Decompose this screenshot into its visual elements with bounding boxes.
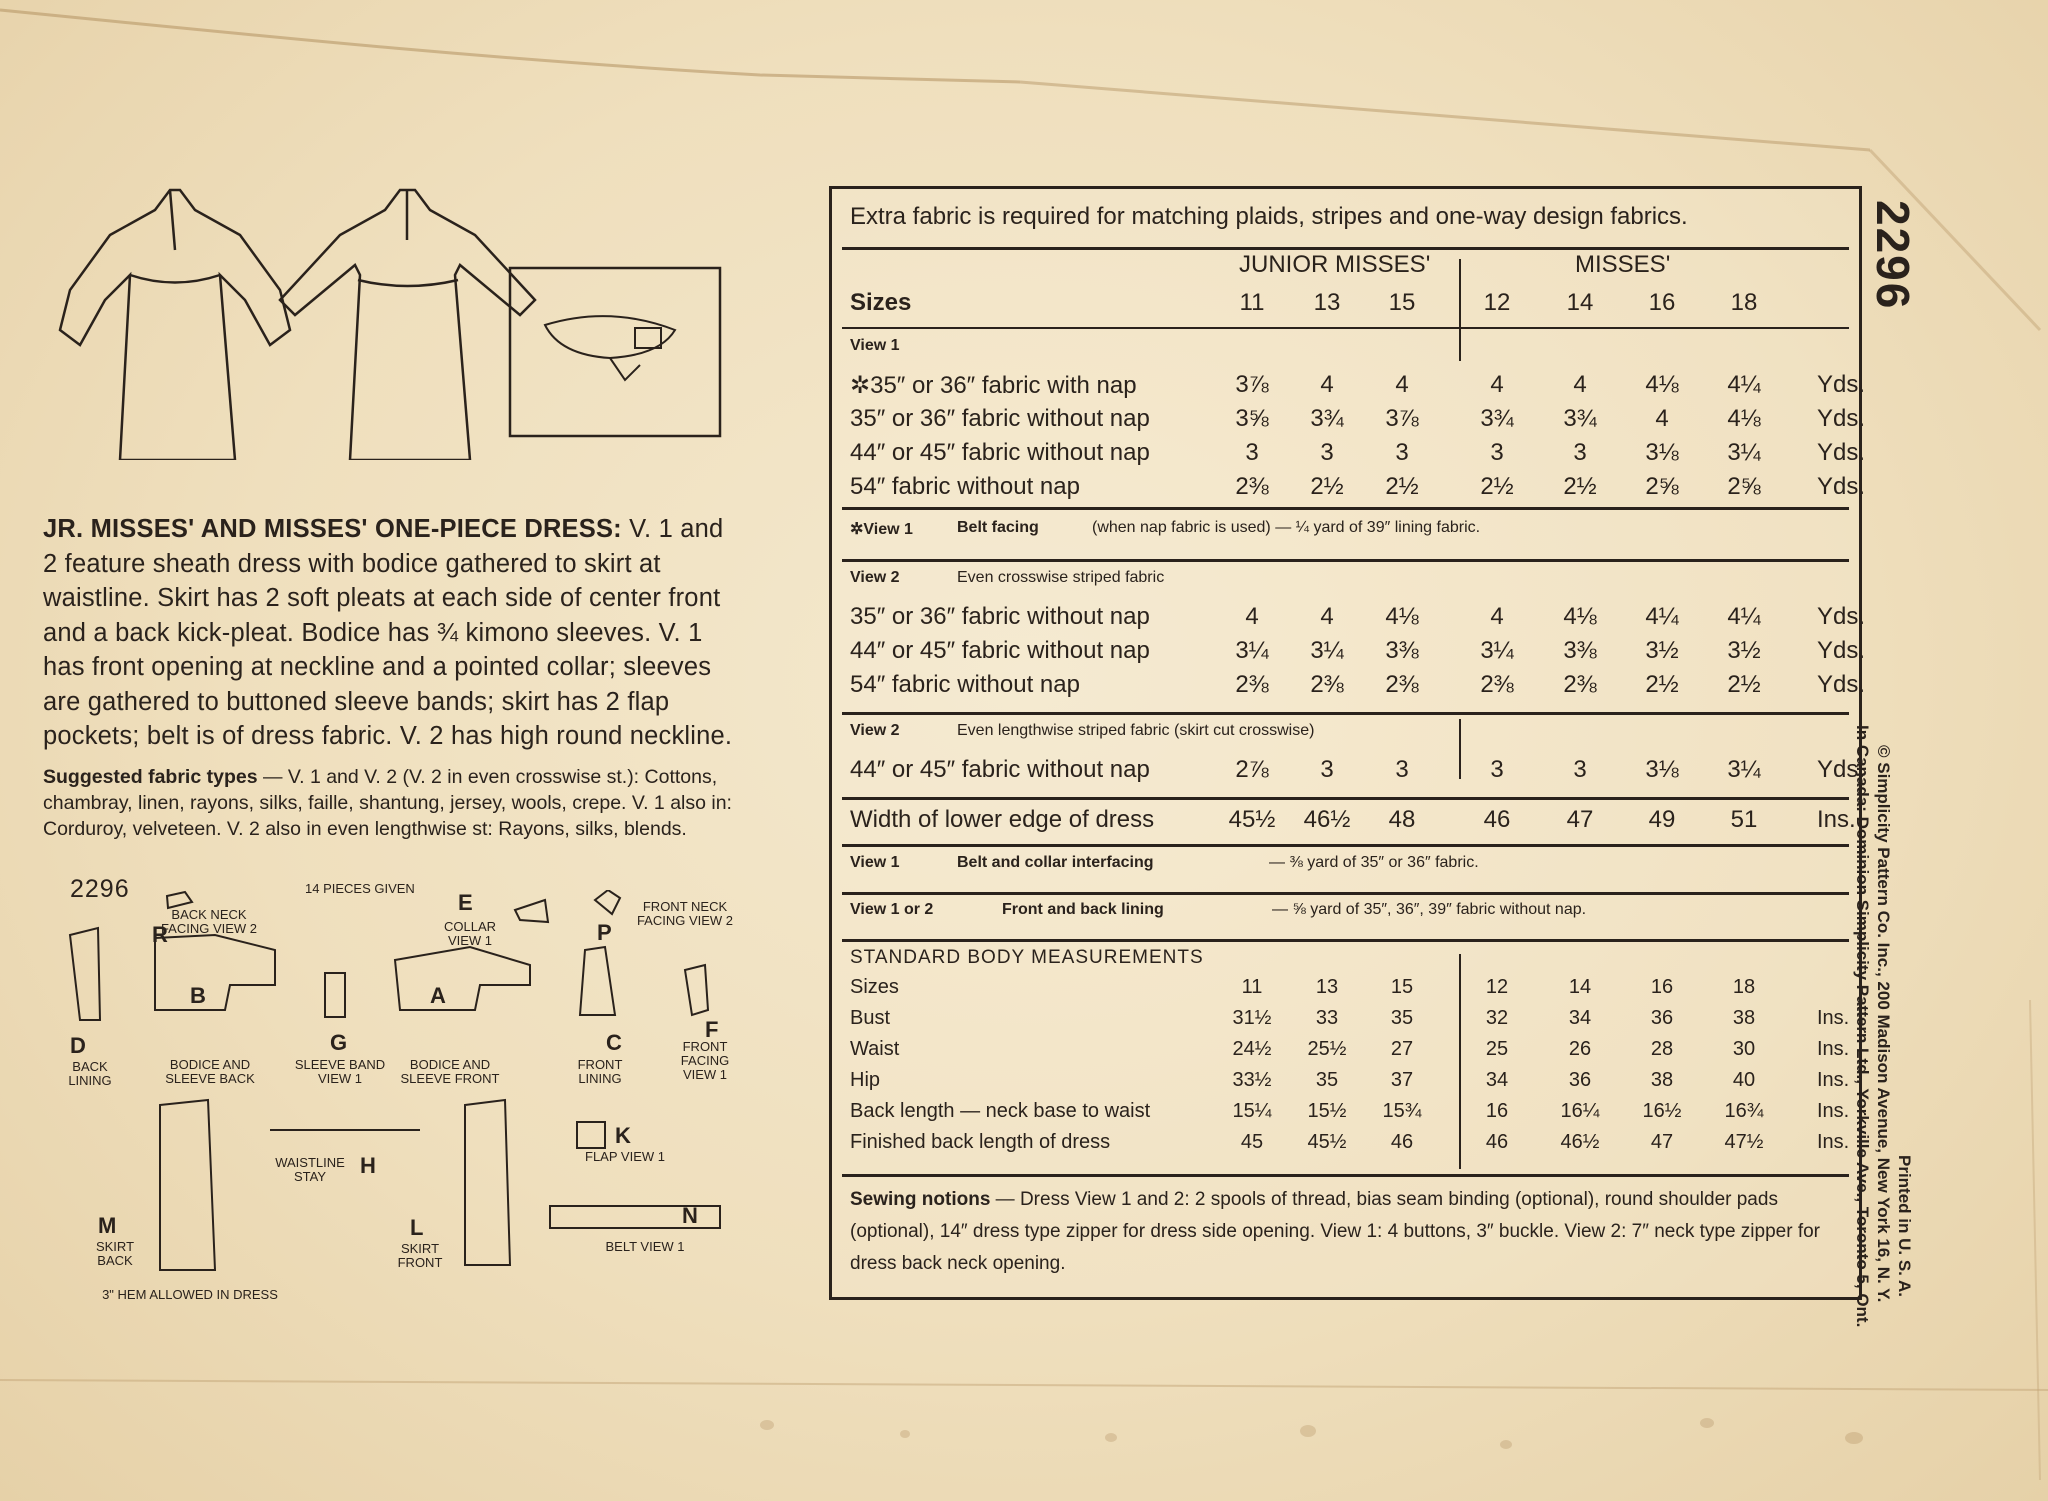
row-label: 44″ or 45″ fabric without nap [850,637,1150,664]
value-cell: 38 [1732,1007,1756,1029]
row-label: 54″ fabric without nap [850,473,1080,500]
rule [842,939,1849,942]
value-cell: 4⅛ [1563,603,1597,630]
stain [1845,1432,1863,1444]
unit-cell: Yds. [1817,371,1866,398]
value-cell: 46 [1483,806,1511,833]
rule [842,1174,1849,1177]
value-cell: 2⅝ [1645,473,1679,500]
value-cell: 14 [1568,976,1592,998]
value-cell: 46½ [1560,1131,1600,1153]
value-cell: 27 [1390,1038,1414,1060]
value-cell: 26 [1568,1038,1592,1060]
piece-letter-g: G [330,1030,348,1055]
value-cell: 2½ [1310,473,1344,500]
size-header: 13 [1313,289,1341,316]
value-cell: 4 [1245,603,1259,630]
piece-letter-a: A [430,983,446,1008]
value-cell: 47 [1566,806,1594,833]
value-cell: 2½ [1645,671,1679,698]
side-pattern-number: 2296 [1867,200,1919,311]
rule [842,247,1849,250]
description-text: V. 1 and 2 feature sheath dress with bodice gathered to skirt at waistline. Skirt has 2 soft pleats at each side of center front and a back kick-pleat. Bodice has ¾ kimono sleeves. V. 1 has front opening at neckline and a pointed collar; sleeves are gathered to buttoned sleeve bands; skirt has 2 flap pockets; belt is of dress fabric. V. 2 has high round neckline. [43,515,733,750]
value-cell: 4⅛ [1645,371,1679,398]
value-cell: 4 [1655,405,1669,432]
row-label: 44″ or 45″ fabric without nap [850,439,1150,466]
copyright-credit: © Simplicity Pattern Co. Inc., 200 Madison Avenue, New York 16, N. Y. [1874,745,1893,1303]
belt-facing-label: ✲View 1 [850,521,913,538]
row-label: ✲35″ or 36″ fabric with nap [850,372,1137,399]
rule [842,327,1849,329]
value-cell: 3¼ [1480,637,1514,664]
value-cell: 48 [1388,806,1416,833]
value-cell: 15¾ [1382,1100,1422,1122]
unit-cell: Ins. [1817,806,1856,833]
stain [900,1430,910,1438]
value-cell: 3¾ [1310,405,1344,432]
belt-facing-bold: Belt facing [957,519,1039,536]
value-cell: 31½ [1232,1007,1272,1029]
interfacing-text: — ⅜ yard of 35″ or 36″ fabric. [1269,854,1479,871]
value-cell: 16½ [1642,1100,1682,1122]
value-cell: 3 [1573,439,1587,466]
value-cell: 2⅝ [1727,473,1761,500]
value-cell: 16¼ [1560,1100,1600,1122]
value-cell: 3 [1320,756,1334,783]
sewing-notions-text: — Dress View 1 and 2: 2 spools of thread, bias seam binding (optional), round shoulder pads (optional), 14″ dress type zipper for dress side opening. View 1: 4 buttons, 3″ buckle. View 2: 7″ neck type zipper for dress back neck opening. [850,1189,1821,1274]
value-cell: 2⅜ [1235,473,1269,500]
value-cell: 46 [1390,1131,1414,1153]
value-cell: 2½ [1385,473,1419,500]
value-cell: 3 [1245,439,1259,466]
value-cell: 16¾ [1724,1100,1764,1122]
value-cell: 2⅜ [1385,671,1419,698]
dress-view-1-back [60,190,290,460]
value-cell: 4¼ [1727,603,1761,630]
piece-letter-m: M [98,1213,117,1238]
piece-label-f: FRONT FACING VIEW 1 [680,1039,730,1082]
piece-letter-h: H [360,1153,376,1178]
chart-note: Extra fabric is required for matching plaids, stripes and one-way design fabrics. [850,203,1688,230]
value-cell: 3¼ [1727,756,1761,783]
fabric-types [43,764,743,842]
rule [842,559,1849,562]
unit-cell: Yds. [1817,473,1866,500]
value-cell: 51 [1730,806,1758,833]
piece-label-r: BACK NECK FACING VIEW 2 [160,907,258,936]
value-cell: 2⅜ [1235,671,1269,698]
row-label: Waist [850,1038,900,1060]
value-cell: 47 [1650,1131,1674,1153]
value-cell: 46½ [1303,806,1351,833]
value-cell: 2½ [1727,671,1761,698]
value-cell: 16 [1650,976,1674,998]
section-label: View 1 [850,337,900,354]
value-cell: 36 [1650,1007,1674,1029]
size-header: 11 [1239,289,1265,316]
piece-label-l: SKIRT FRONT [397,1241,443,1270]
section-title: Even lengthwise striped fabric (skirt cut crosswise) [957,722,1315,739]
value-cell: 4 [1490,371,1504,398]
unit-cell: Yds. [1817,439,1866,466]
value-cell: 3½ [1645,637,1679,664]
row-label: Width of lower edge of dress [850,806,1155,833]
size-header: 16 [1648,289,1676,316]
unit-cell: Yds. [1817,671,1866,698]
row-label: 35″ or 36″ fabric without nap [850,405,1150,432]
piece-letter-c: C [606,1030,622,1055]
row-label: Back length — neck base to waist [850,1100,1151,1122]
pattern-pieces-diagram [60,890,760,1310]
stain [1500,1440,1512,1449]
piece-letter-p: P [597,920,612,945]
value-cell: 47½ [1724,1131,1764,1153]
value-cell: 3 [1395,756,1409,783]
value-cell: 33½ [1232,1069,1272,1091]
value-cell: 45½ [1228,806,1276,833]
lining-label: View 1 or 2 [850,901,934,918]
value-cell: 3⅜ [1563,637,1597,664]
dress-description [43,512,743,754]
value-cell: 34 [1485,1069,1509,1091]
row-label: 54″ fabric without nap [850,671,1080,698]
value-cell: 3 [1490,439,1504,466]
value-cell: 35 [1390,1007,1414,1029]
value-cell: 25 [1485,1038,1509,1060]
size-header: 18 [1730,289,1758,316]
value-cell: 16 [1485,1100,1509,1122]
sizes-label: Sizes [850,289,912,316]
value-cell: 3⅛ [1645,756,1679,783]
value-cell: 15¼ [1232,1100,1272,1122]
piece-label-c: FRONT LINING [577,1057,623,1086]
size-header: 12 [1483,289,1511,316]
body-title: STANDARD BODY MEASUREMENTS [850,947,1204,968]
value-cell: 3 [1573,756,1587,783]
value-cell: 3⅞ [1385,405,1419,432]
unit-cell: Ins. [1817,1038,1850,1060]
unit-cell: Ins. [1817,1007,1850,1029]
value-cell: 3¾ [1563,405,1597,432]
piece-letter-n: N [682,1203,698,1228]
rule [842,844,1849,847]
dress-illustrations [50,180,730,460]
value-cell: 38 [1650,1069,1674,1091]
junior-misses-label: JUNIOR MISSES' [1239,251,1431,278]
value-cell: 2½ [1563,473,1597,500]
row-label: Hip [850,1069,881,1091]
rule [842,892,1849,895]
value-cell: 37 [1390,1069,1414,1091]
unit-cell: Ins. [1817,1100,1850,1122]
section-title: Even crosswise striped fabric [957,569,1165,586]
unit-cell: Ins. [1817,1069,1850,1091]
value-cell: 3¼ [1727,439,1761,466]
unit-cell: Ins. [1817,1131,1850,1153]
piece-label-g: SLEEVE BAND VIEW 1 [294,1057,386,1086]
value-cell: 13 [1315,976,1339,998]
value-cell: 35 [1315,1069,1339,1091]
value-cell: 2⅜ [1310,671,1344,698]
piece-label-a: BODICE AND SLEEVE FRONT [400,1057,500,1086]
piece-label-h: WAISTLINE STAY [275,1155,345,1184]
value-cell: 3⅝ [1235,405,1269,432]
piece-letter-e: E [458,890,473,915]
stain [1700,1418,1714,1428]
unit-cell: Yds. [1817,603,1866,630]
value-cell: 3½ [1727,637,1761,664]
unit-cell: Yds. [1817,405,1866,432]
row-label: 44″ or 45″ fabric without nap [850,756,1150,783]
stain [1300,1425,1316,1437]
value-cell: 3¼ [1310,637,1344,664]
misses-label: MISSES' [1575,251,1671,278]
printed-credit: Printed in U. S. A. [1895,1155,1914,1297]
row-label: 35″ or 36″ fabric without nap [850,603,1150,630]
size-header: 15 [1388,289,1416,316]
value-cell: 3 [1395,439,1409,466]
canada-credit: In Canada: Dominion Simplicity Pattern Ltd., Yorkville Ave., Toronto 5, Ont. [1853,725,1872,1328]
row-label: Sizes [850,976,899,998]
value-cell: 4 [1320,371,1334,398]
piece-label-e: COLLAR VIEW 1 [443,919,497,948]
value-cell: 33 [1315,1007,1339,1029]
value-cell: 45½ [1307,1131,1347,1153]
fabric-types-title: Suggested fabric types [43,766,258,788]
value-cell: 36 [1568,1069,1592,1091]
value-cell: 4¼ [1727,371,1761,398]
value-cell: 3 [1490,756,1504,783]
value-cell: 3 [1320,439,1334,466]
size-header: 14 [1566,289,1594,316]
value-cell: 2⅜ [1563,671,1597,698]
value-cell: 4 [1490,603,1504,630]
value-cell: 30 [1732,1038,1756,1060]
value-cell: 2⅞ [1235,756,1269,783]
value-cell: 3¾ [1480,405,1514,432]
value-cell: 2⅜ [1480,671,1514,698]
value-cell: 4 [1395,371,1409,398]
piece-letter-b: B [190,983,206,1008]
description-title: JR. MISSES' AND MISSES' ONE-PIECE DRESS: [43,515,622,543]
piece-label-k: FLAP VIEW 1 [585,1149,665,1164]
lining-bold: Front and back lining [1002,901,1164,918]
rule [842,712,1849,715]
sewing-notions [850,1184,1840,1280]
belt-facing-text: (when nap fabric is used) — ¼ yard of 39″ lining fabric. [1092,519,1481,536]
row-label: Finished back length of dress [850,1131,1111,1153]
value-cell: 32 [1485,1007,1509,1029]
rule [842,507,1849,510]
interfacing-label: View 1 [850,854,900,871]
piece-label-d: BACK LINING [68,1059,112,1088]
section-label: View 2 [850,722,900,739]
value-cell: 4⅛ [1385,603,1419,630]
value-cell: 46 [1485,1131,1509,1153]
value-cell: 25½ [1307,1038,1347,1060]
rule [842,797,1849,800]
value-cell: 3⅛ [1645,439,1679,466]
piece-letter-d: D [70,1033,86,1058]
value-cell: 3¼ [1235,637,1269,664]
value-cell: 15 [1390,976,1414,998]
value-cell: 28 [1650,1038,1674,1060]
piece-label-b: BODICE AND SLEEVE BACK [165,1057,255,1086]
interfacing-bold: Belt and collar interfacing [957,854,1154,871]
stain [1105,1433,1117,1442]
value-cell: 15½ [1307,1100,1347,1122]
piece-letter-k: K [615,1123,631,1148]
piece-letter-l: L [410,1215,424,1240]
piece-label-p: FRONT NECK FACING VIEW 2 [636,899,734,928]
fabric-types-text: — V. 1 and V. 2 (V. 2 in even crosswise st.): Cottons, chambray, linen, rayons, silks, faille, shantung, jersey, wools, crepe. V. 1 also in: Corduroy, velveteen. V. 2 also in even lengthwise st: Rayons, silks, blends. [43,766,732,840]
unit-cell: Yds. [1817,637,1866,664]
value-cell: 49 [1648,806,1676,833]
piece-letter-r: R [152,922,168,947]
belt-illustration-box [510,268,720,436]
value-cell: 11 [1241,976,1263,998]
section-label: View 2 [850,569,900,586]
value-cell: 34 [1568,1007,1592,1029]
value-cell: 40 [1732,1069,1756,1091]
lining-text: — ⅝ yard of 35″, 36″, 39″ fabric without nap. [1272,901,1587,918]
value-cell: 4¼ [1645,603,1679,630]
value-cell: 4⅛ [1727,405,1761,432]
dress-view-2-back [280,190,535,460]
value-cell: 45 [1240,1131,1264,1153]
belt-icon [545,316,675,380]
pieces-pattern-number: 2296 [70,875,130,903]
value-cell: 2½ [1480,473,1514,500]
value-cell: 4 [1320,603,1334,630]
value-cell: 4 [1573,371,1587,398]
hem-note: 3" HEM ALLOWED IN DRESS [102,1287,278,1302]
row-label: Bust [850,1007,891,1029]
value-cell: 3⅞ [1235,371,1269,398]
value-cell: 24½ [1232,1038,1272,1060]
piece-label-n: BELT VIEW 1 [605,1239,685,1254]
stain [760,1420,774,1430]
value-cell: 3⅜ [1385,637,1419,664]
unit-cell: Yds. [1817,756,1866,783]
piece-label-m: SKIRT BACK [95,1239,135,1268]
value-cell: 12 [1485,976,1509,998]
value-cell: 18 [1732,976,1756,998]
pieces-given: 14 PIECES GIVEN [305,881,415,896]
sewing-notions-title: Sewing notions [850,1189,991,1210]
piece-letter-f: F [705,1017,719,1042]
